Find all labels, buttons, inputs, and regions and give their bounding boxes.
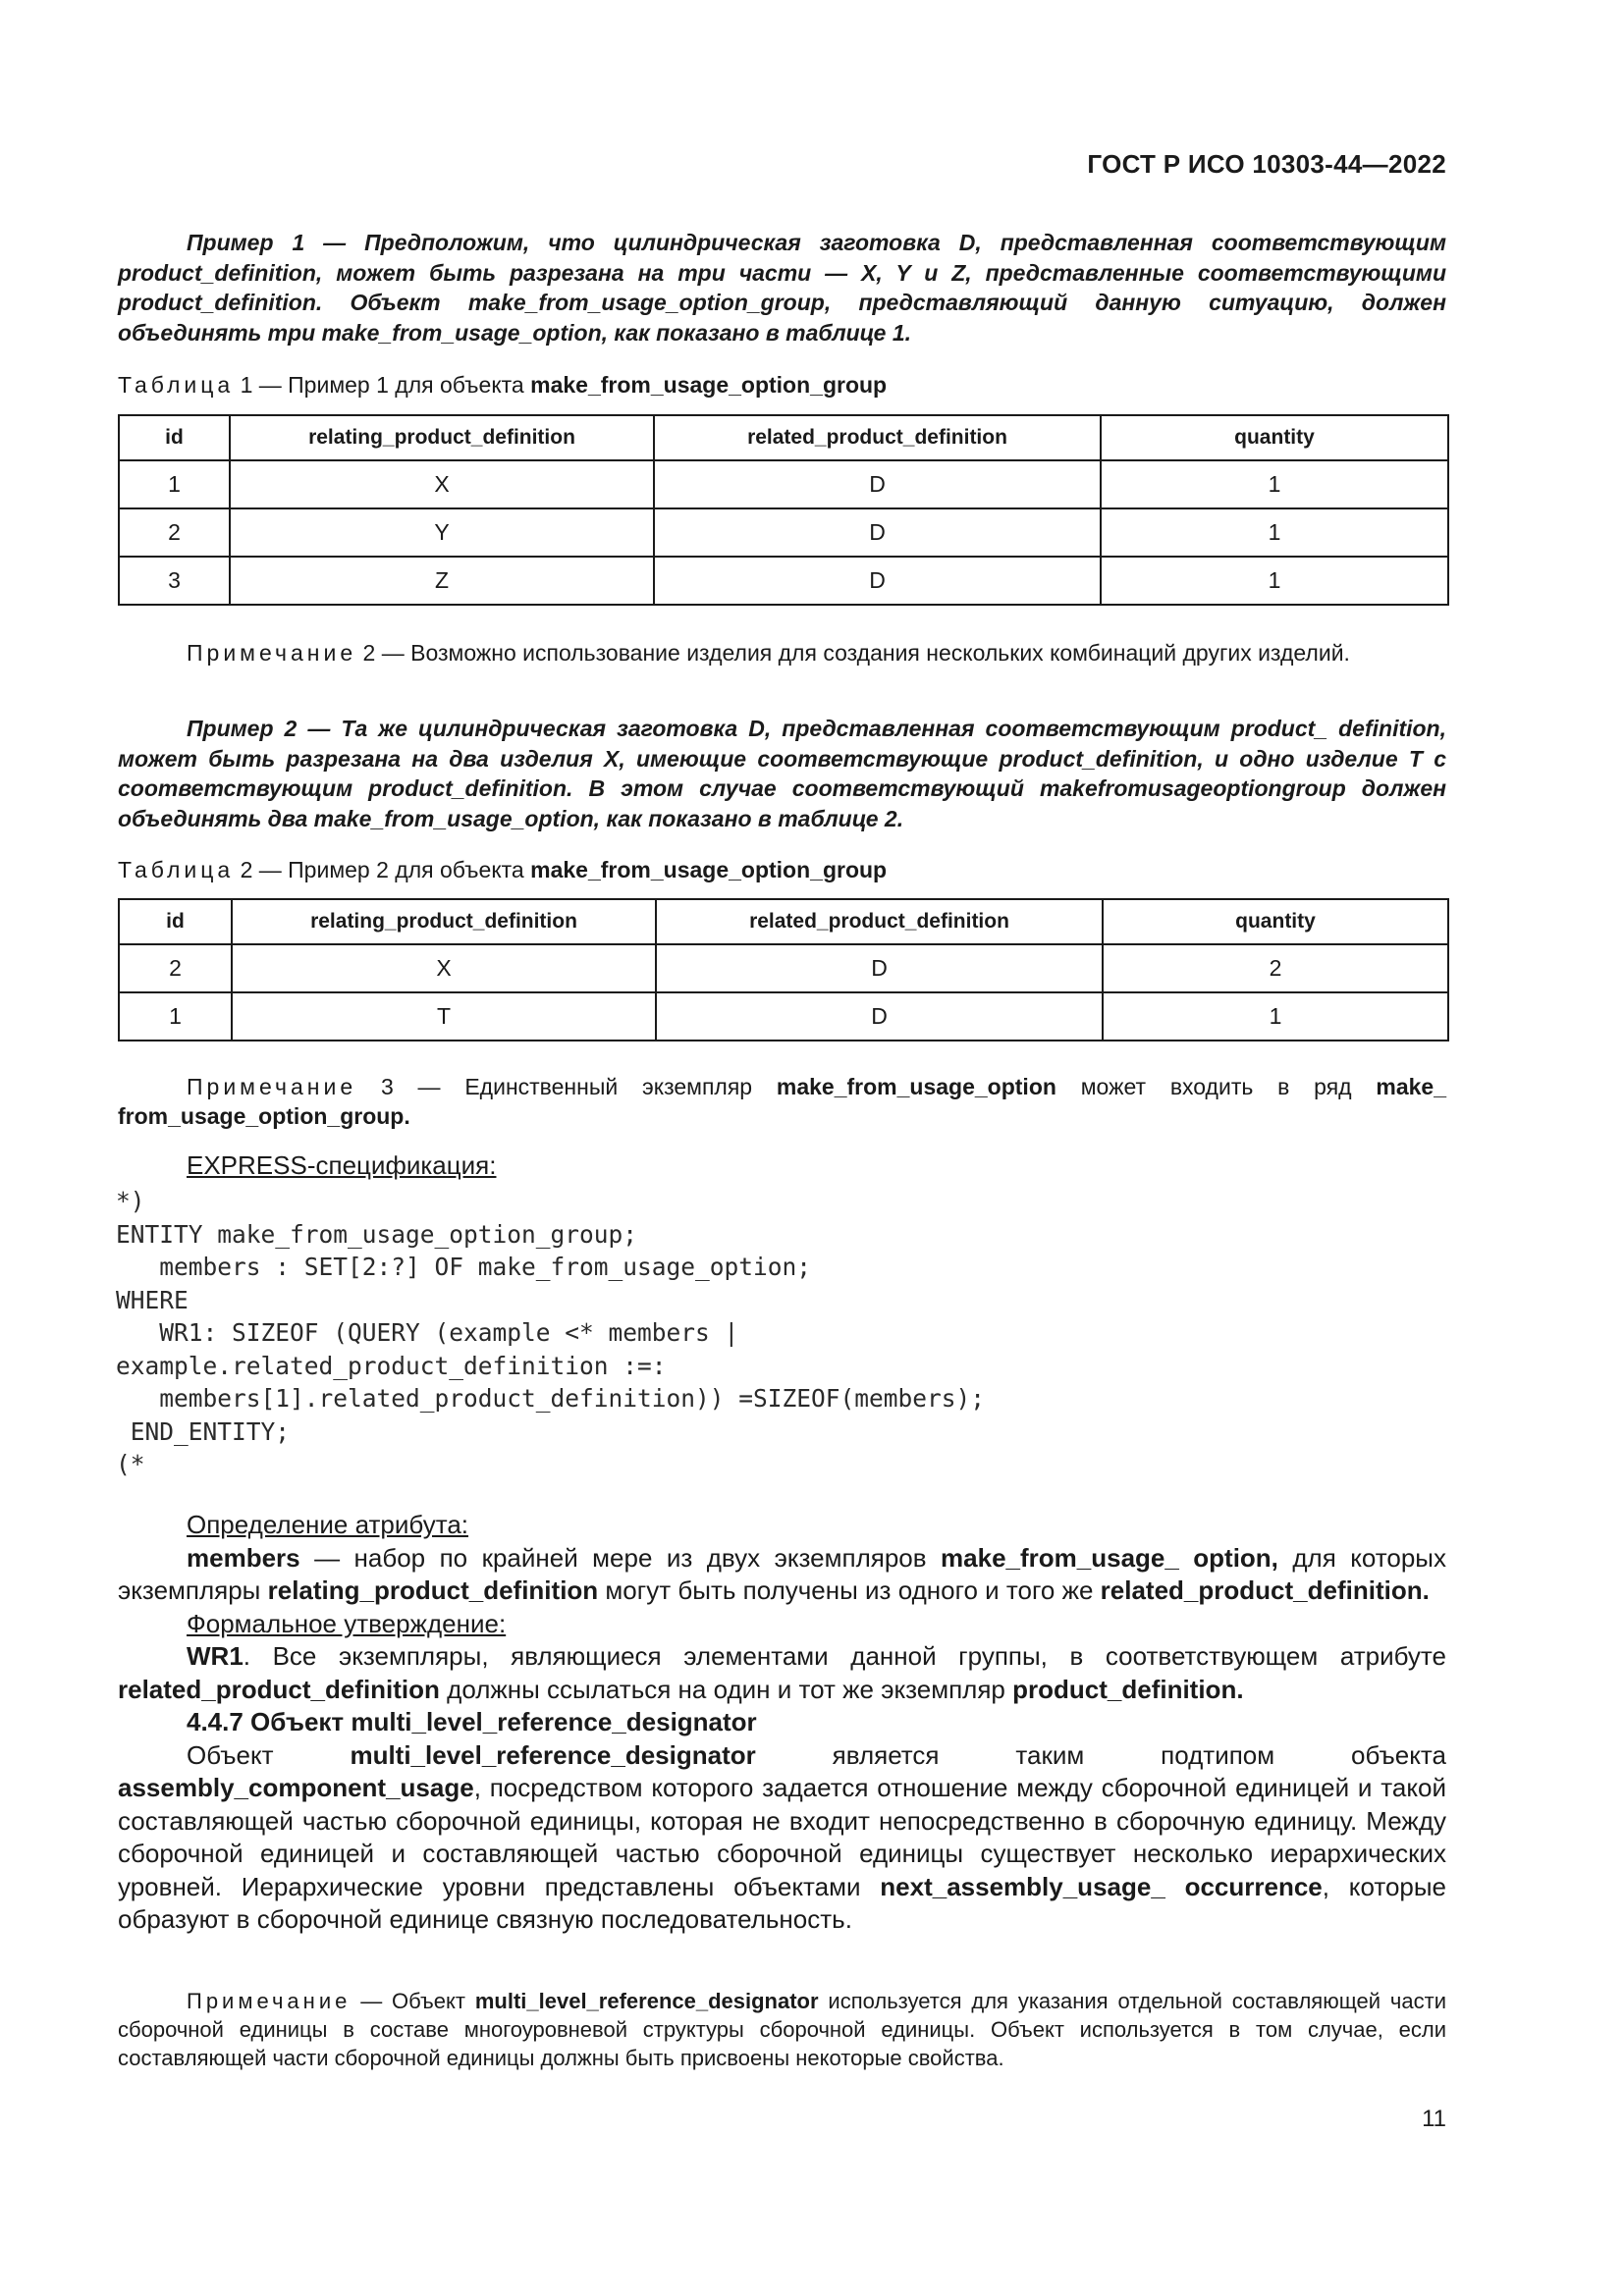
table-1-caption xyxy=(118,370,1446,400)
formal-entity: related_product_definition xyxy=(118,1674,440,1704)
example-2 xyxy=(118,714,1446,833)
table-2-caption-label: Таблица xyxy=(118,857,235,882)
note-3-label: Примечание xyxy=(187,1074,357,1099)
final-note-text: используется для указания отдельной составляющей части сборочной единицы в составе многоуровневой структуры сборочной единицы. Объект используется в том случае, если составляющей части сборочной единицы должны быть присвоены некоторые свойства. xyxy=(118,1989,1446,2070)
table-1-header-row xyxy=(119,415,1448,460)
final-note-entity: multi_level_reference_designator xyxy=(474,1989,819,2013)
section-text: , которые образуют в сборочной единице связную последовательность. xyxy=(118,1871,1447,1934)
table-1 xyxy=(118,414,1449,606)
table-cell: 1 xyxy=(1101,557,1448,605)
table-cell: D xyxy=(654,508,1101,557)
section-entity: assembly_component_usage xyxy=(118,1773,474,1802)
express-code-block: *) ENTITY make_from_usage_option_group; members : SET[2:?] OF make_from_usage_option; WHERE WR1: SIZEOF (QUERY (example <* members | example.related_product_definition :=: members[1].related_product_definition)) =SIZEOF(members); END_ENTITY; (* xyxy=(116,1187,986,1478)
final-note-text: — Объект xyxy=(351,1989,475,2013)
table-row xyxy=(119,944,1448,992)
table-1-header: related_product_definition xyxy=(654,415,1101,460)
example-1-text: Пример 1 — Предположим, что цилиндрическая заготовка D, представленная соответствующим product_definition, может быть разрезана на три части — X, Y и Z, представленные соответствующими product_definition. Объект make_from_usage_option_group, представляющий данную ситуацию, должен объединять три make_from_usage_option, как показано в таблице 1. xyxy=(118,230,1446,346)
example-1 xyxy=(118,228,1446,347)
section-text: , посредством которого задается отношение между сборочной единицей и такой составляющей частью сборочной единицы, которая не входит непосредственно в сборочную единицу. Между сборочной единицей и составляющей частью сборочной единицы существует несколько иерархических уровней. Иерархические уровни представлены объектами xyxy=(118,1773,1446,1901)
table-cell: 1 xyxy=(119,992,232,1041)
table-2-caption-text: 2 — Пример 2 для объекта xyxy=(234,857,531,882)
note-3 xyxy=(118,1072,1446,1131)
table-cell: D xyxy=(654,460,1101,508)
note-2 xyxy=(118,638,1446,667)
note-3-text-mid: может входить в ряд xyxy=(1056,1074,1377,1099)
attribute-entity: related_product_definition. xyxy=(1100,1575,1430,1605)
table-cell: 1 xyxy=(1101,508,1448,557)
table-row xyxy=(119,508,1448,557)
attribute-entity: make_from_usage_ option, xyxy=(941,1542,1278,1573)
page-number: 11 xyxy=(1422,2106,1446,2132)
table-cell: T xyxy=(232,992,656,1041)
attribute-text: — набор по крайней мере из двух экземпляров xyxy=(299,1542,942,1573)
final-note-label: Примечание xyxy=(187,1989,352,2013)
table-cell: 1 xyxy=(1101,460,1448,508)
note-2-text: 2 — Возможно использование изделия для создания нескольких комбинаций других изделий. xyxy=(356,640,1350,666)
formal-statement-title: Формальное утверждение: xyxy=(187,1608,507,1638)
table-2-caption xyxy=(118,855,1446,884)
table-1-caption-label: Таблица xyxy=(118,372,235,398)
note-2-label: Примечание xyxy=(187,640,357,666)
table-cell: Z xyxy=(230,557,654,605)
attribute-term: members xyxy=(187,1542,300,1573)
table-1-header: id xyxy=(119,415,230,460)
table-cell: 2 xyxy=(1103,944,1448,992)
table-row xyxy=(119,557,1448,605)
example-2-text: Пример 2 — Та же цилиндрическая заготовка D, представленная соответствующим product_ definition, может быть разрезана на два изделия X, имеющие соответствующие product_definition, и одно изделие T с соответствующим product_definition. В этом случае соответствующий makefromusageoptiongroup должен объединять два make_from_usage_option, как показано в таблице 2. xyxy=(118,716,1446,831)
table-2-header: id xyxy=(119,899,232,944)
table-2-header: related_product_definition xyxy=(656,899,1103,944)
table-cell: 3 xyxy=(119,557,230,605)
express-spec-title: EXPRESS-спецификация: xyxy=(187,1150,497,1180)
table-cell: X xyxy=(230,460,654,508)
table-cell: D xyxy=(654,557,1101,605)
table-row xyxy=(119,460,1448,508)
table-cell: D xyxy=(656,992,1103,1041)
table-cell: 2 xyxy=(119,508,230,557)
table-1-caption-text: 1 — Пример 1 для объекта xyxy=(234,372,531,398)
table-cell: 1 xyxy=(119,460,230,508)
formal-entity: product_definition. xyxy=(1012,1674,1244,1704)
attribute-definition xyxy=(118,1509,1446,1937)
note-3-text: 3 — Единственный экземпляр xyxy=(356,1074,777,1099)
table-row xyxy=(119,992,1448,1041)
table-cell: Y xyxy=(230,508,654,557)
table-1-header: relating_product_definition xyxy=(230,415,654,460)
table-1-header: quantity xyxy=(1101,415,1448,460)
attribute-definition-title: Определение атрибута: xyxy=(187,1510,469,1539)
section-text: является таким подтипом объекта xyxy=(755,1739,1446,1770)
note-3-entity: make_from_usage_option xyxy=(776,1074,1056,1099)
table-cell: X xyxy=(232,944,656,992)
table-2 xyxy=(118,898,1449,1041)
table-1-caption-entity: make_from_usage_option_group xyxy=(530,372,888,398)
section-heading: 4.4.7 Объект multi_level_reference_designator xyxy=(187,1707,757,1736)
table-2-header: relating_product_definition xyxy=(232,899,656,944)
table-cell: 1 xyxy=(1103,992,1448,1041)
table-cell: 2 xyxy=(119,944,232,992)
final-note xyxy=(118,1987,1446,2072)
formal-text: должны ссылаться на один и тот же экземпляр xyxy=(439,1674,1013,1704)
section-entity: next_assembly_usage_ occurrence xyxy=(880,1871,1323,1901)
note-3-entity-2: make_ from_usage_option_group. xyxy=(118,1074,1446,1129)
section-text: Объект xyxy=(187,1739,351,1770)
formal-rule-id: WR1 xyxy=(187,1641,244,1671)
attribute-text: для которых экземпляры xyxy=(118,1542,1446,1605)
table-2-caption-entity: make_from_usage_option_group xyxy=(530,857,888,882)
table-cell: D xyxy=(656,944,1103,992)
table-2-header-row xyxy=(119,899,1448,944)
table-2-header: quantity xyxy=(1103,899,1448,944)
formal-text: . Все экземпляры, являющиеся элементами данной группы, в соответствующем атрибуте xyxy=(243,1641,1446,1671)
attribute-entity: relating_product_definition xyxy=(267,1575,599,1605)
section-entity: multi_level_reference_designator xyxy=(350,1739,756,1770)
document-header: ГОСТ Р ИСО 10303-44—2022 xyxy=(1087,149,1446,179)
attribute-text: могут быть получены из одного и того же xyxy=(598,1575,1101,1605)
